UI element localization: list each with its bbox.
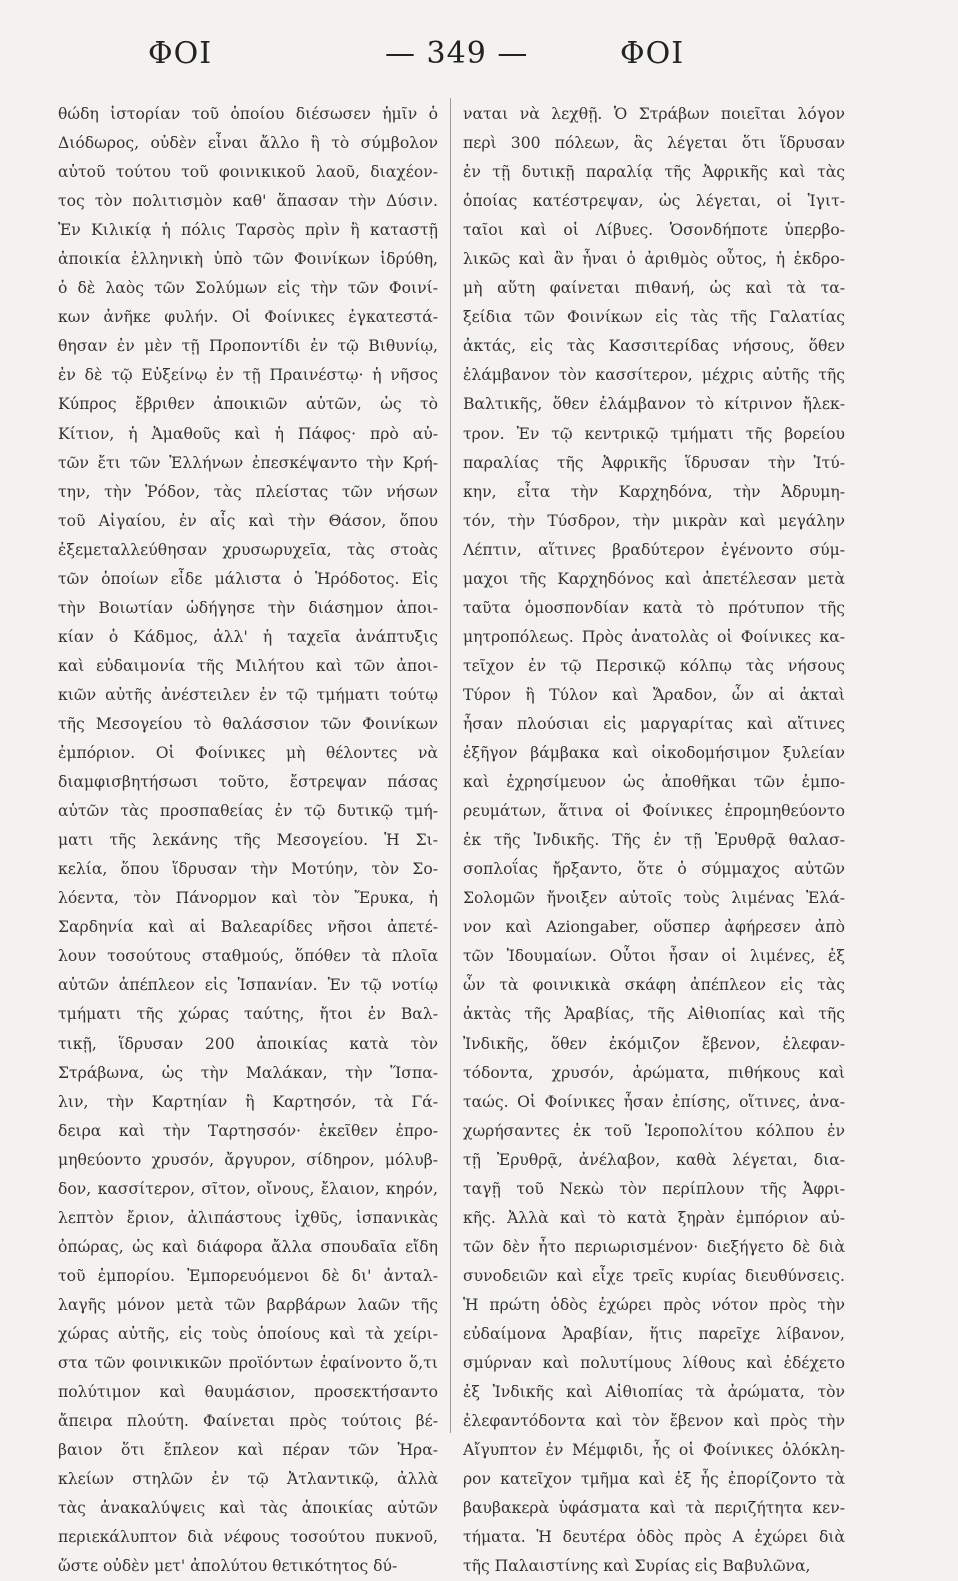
- text-line: θησαν ἐν μὲν τῇ Προποντίδι ἐν τῷ Βιθυνίῳ,: [58, 337, 438, 356]
- text-line: λιν, τὴν Καρτηίαν ἢ Καρτησόν, τὰ Γά-: [58, 1092, 438, 1111]
- text-line: κην, εἶτα τὴν Καρχηδόνα, τὴν Ἀδρυμη-: [463, 482, 845, 501]
- text-line: διαμφισβητήσωσι τοῦτο, ἔστρεψαν πάσας: [58, 773, 438, 792]
- text-line: ἀκτὰς τῆς Ἀραβίας, τῆς Αἰθιοπίας καὶ τῆς: [463, 1005, 845, 1024]
- text-line: ὧν τὰ φοινικικὰ σκάφη ἀπέπλεον εἰς τὰς: [463, 976, 845, 995]
- text-line: κων ἀνῆκε φυλήν. Οἱ Φοίνικες ἐγκατεστά-: [58, 308, 438, 327]
- text-line: μαχοι τῆς Καρχηδόνος καὶ ἀπετέλεσαν μετὰ: [463, 569, 845, 588]
- text-line: κῆς. Ἀλλὰ καὶ τὸ κατὰ ξηρὰν ἐμπόριον αὐ-: [463, 1208, 845, 1227]
- text-line: ἐξεμεταλλεύθησαν χρυσωρυχεῖα, τὰς στοὰς: [58, 540, 438, 559]
- text-line: λαγῆς μόνον μετὰ τῶν βαρβάρων λαῶν τῆς: [58, 1295, 438, 1314]
- text-line: Ἐν Κιλικίᾳ ἡ πόλις Ταρσὸς πρὶν ἢ καταστῇ: [58, 221, 438, 240]
- text-line: κελία, ὅπου ἵδρυσαν τὴν Μοτύην, τὸν Σο-: [58, 860, 438, 879]
- text-line: ταώς. Οἱ Φοίνικες ἦσαν ἐπίσης, οἵτινες, ἀνα-: [463, 1092, 845, 1111]
- text-line: λόεντα, τὸν Πάνορμον καὶ τὸν Ἔρυκα, ἡ: [58, 889, 438, 908]
- text-line: μητροπόλεως. Πρὸς ἀνατολὰς οἱ Φοίνικες κα-: [463, 627, 845, 646]
- text-line: καὶ ἐχρησίμευον ὡς ἀποθῆκαι τῶν ἐμπο-: [463, 773, 845, 792]
- text-line: χωρήσαντες ἐκ τοῦ Ἱεροπολίτου κόλπου ἐν: [463, 1121, 845, 1140]
- text-line: περιεκάλυπτον διὰ νέφους τοσούτου πυκνοῦ,: [58, 1528, 438, 1547]
- text-line: παραλίας τῆς Ἀφρικῆς ἵδρυσαν τὴν Ἰτύ-: [463, 453, 845, 472]
- text-line: εὐδαίμονα Ἀραβίαν, ἥτις παρεῖχε λίβανον,: [463, 1324, 845, 1343]
- text-line: την, τὴν Ῥόδον, τὰς πλείστας τῶν νήσων: [58, 482, 438, 501]
- text-line: Ἡ πρώτη ὁδὸς ἐχώρει πρὸς νότον πρὸς τὴν: [463, 1295, 845, 1314]
- text-line: μηθεύοντο χρυσόν, ἄργυρον, σίδηρον, μόλυβ-: [58, 1150, 438, 1169]
- text-line: ἐμπόριον. Οἱ Φοίνικες μὴ θέλοντες νὰ: [58, 744, 438, 763]
- text-line: τῶν ὁποίων εἶδε μάλιστα ὁ Ἡρόδοτος. Εἰς: [58, 569, 438, 588]
- text-line: κιῶν αὐτῆς ἀνέστειλεν ἐν τῷ τμήματι τούτῳ: [58, 685, 438, 704]
- text-line: ταῖοι καὶ οἱ Λίβυες. Ὁσονδήποτε ὑπερβο-: [463, 221, 845, 240]
- text-line: ταῦτα ὁμοσπονδίαν κατὰ τὸ πρότυπον τῆς: [463, 598, 845, 617]
- text-line: περὶ 300 πόλεων, ἃς λέγεται ὅτι ἵδρυσαν: [463, 134, 845, 153]
- text-line: ματι τῆς λεκάνης τῆς Μεσογείου. Ἡ Σι-: [58, 831, 438, 850]
- text-line: δον, κασσίτερον, σῖτον, οἴνους, ἔλαιον, κηρόν,: [58, 1179, 438, 1198]
- text-line: συνοδειῶν καὶ εἶχε τρεῖς κυρίας διευθύνσεις.: [463, 1266, 845, 1285]
- text-line: Τύρον ἢ Τύλον καὶ Ἄραδον, ὧν αἱ ἀκταὶ: [463, 685, 845, 704]
- text-line: τοῦ ἐμπορίου. Ἐμπορευόμενοι δὲ δι' ἀνταλ-: [58, 1266, 438, 1285]
- text-line: Κύπρος ἔβριθεν ἀποικιῶν αὐτῶν, ὡς τὸ: [58, 395, 438, 414]
- text-line: Αἴγυπτον ἐν Μέμφιδι, ἧς οἱ Φοίνικες ὁλόκλη-: [463, 1441, 845, 1460]
- text-line: τῇ Ἐρυθρᾷ, ἀνέλαβον, καθὰ λέγεται, δια-: [463, 1150, 845, 1169]
- text-line: ἦσαν πλούσιαι εἰς μαργαρίτας καὶ αἵτινες: [463, 714, 845, 733]
- text-line: ἐκ τῆς Ἰνδικῆς. Τῆς ἐν τῇ Ἐρυθρᾷ θαλασ-: [463, 831, 845, 850]
- text-line: Ἰνδικῆς, ὅθεν ἐκόμιζον ἔβενον, ἐλεφαν-: [463, 1034, 845, 1053]
- text-line: Κίτιον, ἡ Ἀμαθοῦς καὶ ἡ Πάφος· πρὸ αὐ-: [58, 424, 438, 443]
- text-line: βαιον ὅτι ἔπλεον καὶ πέραν τῶν Ἡρα-: [58, 1441, 438, 1460]
- text-line: τεῖχον ἐν τῷ Περσικῷ κόλπῳ τὰς νήσους: [463, 656, 845, 675]
- text-line: ρον κατεῖχον τμῆμα καὶ ἐξ ἧς ἐπορίζοντο τὰ: [463, 1470, 845, 1489]
- text-line: ἀκτάς, εἰς τὰς Κασσιτερίδας νήσους, ὅθεν: [463, 337, 845, 356]
- text-line: ταγῇ τοῦ Νεκὼ τὸν περίπλουν τῆς Ἀφρι-: [463, 1179, 845, 1198]
- text-line: τικῇ, ἵδρυσαν 200 ἀποικίας κατὰ τὸν: [58, 1034, 438, 1053]
- text-line: σμύρναν καὶ πολυτίμους λίθους καὶ ἐδέχετο: [463, 1354, 845, 1373]
- text-line: ναται νὰ λεχθῇ. Ὁ Στράβων ποιεῖται λόγον: [463, 105, 845, 123]
- text-line: Σολομῶν ἤνοιξεν αὐτοῖς τοὺς λιμένας Ἐλά-: [463, 889, 845, 908]
- text-line: σοπλοΐας ἤρξαντο, ὅτε ὁ σύμμαχος αὐτῶν: [463, 860, 845, 879]
- text-line: μὴ αὕτη φαίνεται πιθανή, ὡς καὶ τὰ τα-: [463, 279, 845, 298]
- text-line: νον καὶ Aziongaber, οὕσπερ ἀφήρεσεν ἀπὸ: [463, 918, 845, 937]
- text-line: τος τὸν πολιτισμὸν καθ' ἅπασαν τὴν Δύσιν.: [58, 192, 438, 211]
- text-line: στα τῶν φοινικικῶν προϊόντων ἐφαίνοντο ὅ,τι: [58, 1354, 438, 1373]
- text-line: ὁποίας κατέστρεψαν, ὡς λέγεται, οἱ Ἰγιτ-: [463, 192, 845, 211]
- text-line: τμήματι τῆς χώρας ταύτης, ἤτοι ἐν Βαλ-: [58, 1005, 438, 1024]
- text-line: κίαν ὁ Κάδμος, ἀλλ' ἡ ταχεῖα ἀνάπτυξις: [58, 627, 438, 646]
- text-line: τόν, τὴν Τύσδρον, τὴν μικρὰν καὶ μεγάλην: [463, 511, 845, 530]
- text-line: ἐλεφαντόδοντα καὶ τὸν ἔβενον καὶ πρὸς τὴν: [463, 1412, 845, 1431]
- text-line: τῶν ἔτι τῶν Ἑλλήνων ἐπεσκέψαντο τὴν Κρή-: [58, 453, 438, 472]
- text-line: τὴν Βοιωτίαν ὡδήγησε τὴν διάσημον ἀποι-: [58, 598, 438, 617]
- text-line: τῆς Μεσογείου τὸ θαλάσσιον τῶν Φοινίκων: [58, 714, 438, 733]
- text-line: καὶ εὐδαιμονία τῆς Μιλήτου καὶ τῶν ἀποι-: [58, 656, 438, 675]
- text-line: Λέπτιν, αἵτινες βραδύτερον ἐγένοντο σύμ-: [463, 540, 845, 559]
- text-line: ἄπειρα πλούτη. Φαίνεται πρὸς τούτοις βέ-: [58, 1412, 438, 1431]
- text-line: ἐλάμβανον τὸν κασσίτερον, μέχρις αὐτῆς τῆς: [463, 366, 845, 385]
- text-line: τῆς Παλαιστίνης καὶ Συρίας εἰς Βαβυλῶνα,: [463, 1557, 811, 1576]
- text-line: αὐτῶν ἀπέπλεον εἰς Ἱσπανίαν. Ἐν τῷ νοτίῳ: [58, 976, 438, 995]
- text-line: ὀπώρας, ὡς καὶ διάφορα ἄλλα σπουδαῖα εἴδη: [58, 1237, 438, 1256]
- text-line: Στράβωνα, ὡς τὴν Μαλάκαν, τὴν Ἵσπα-: [58, 1063, 438, 1082]
- text-line: δειρα καὶ τὴν Ταρτησσόν· ἐκεῖθεν ἐπρο-: [58, 1121, 438, 1140]
- page-number: — 349 —: [385, 36, 529, 71]
- text-line: τὰς ἀνακαλύψεις καὶ τὰς ἀποικίας αὐτῶν: [58, 1499, 438, 1518]
- text-line: ἐν τῇ δυτικῇ παραλίᾳ τῆς Ἀφρικῆς καὶ τὰς: [463, 163, 845, 182]
- text-line: ὁ δὲ λαὸς τῶν Σολύμων εἰς τὴν τῶν Φοινί-: [58, 279, 438, 298]
- text-line: ρευμάτων, ἅτινα οἱ Φοίνικες ἐπρομηθεύοντο: [463, 802, 845, 821]
- left-text-column: [58, 100, 438, 1581]
- text-line: ἐν δὲ τῷ Εὐξείνῳ ἐν τῇ Πραινέστῳ· ἡ νῆσος: [58, 366, 438, 385]
- text-line: λουν τοσούτους σταθμούς, ὅπόθεν τὰ πλοῖα: [58, 947, 438, 966]
- text-line: τῶν δὲν ἦτο περιωρισμένον· διεξήγετο δὲ διὰ: [463, 1237, 845, 1256]
- text-line: τῶν Ἰδουμαίων. Οὗτοι ἦσαν οἱ λιμένες, ἐξ: [463, 947, 845, 966]
- text-line: τοῦ Αἰγαίου, ἐν αἷς καὶ τὴν Θάσον, ὅπου: [58, 511, 438, 530]
- text-line: Βαλτικῆς, ὅθεν ἐλάμβανον τὸ κίτρινον ἤλεκ-: [463, 395, 845, 414]
- running-head-right: ΦΟΙ: [620, 36, 685, 71]
- right-text-column: [463, 100, 845, 1581]
- text-line: Διόδωρος, οὐδὲν εἶναι ἄλλο ἢ τὸ σύμβολον: [58, 134, 438, 153]
- text-line: κλείων στηλῶν ἐν τῷ Ἀτλαντικῷ, ἀλλὰ: [58, 1470, 438, 1489]
- text-line: τήματα. Ἡ δευτέρα ὁδὸς πρὸς Α ἐχώρει διὰ: [463, 1528, 845, 1547]
- text-line: ἐξ Ἰνδικῆς καὶ Αἰθιοπίας τὰ ἀρώματα, τὸν: [463, 1383, 845, 1402]
- text-line: ὥστε οὐδὲν μετ' ἀπολύτου θετικότητος δύ-: [58, 1557, 398, 1576]
- text-line: χώρας αὐτῆς, εἰς τοὺς ὁποίους καὶ τὰ χείρι-: [58, 1324, 438, 1343]
- text-line: λεπτὸν ἔριον, ἀλιπάστους ἰχθῦς, ἱσπανικὰς: [58, 1208, 438, 1227]
- text-line: πολύτιμον καὶ θαυμάσιον, προσεκτήσαντο: [58, 1383, 438, 1402]
- text-line: τόδοντα, χρυσόν, ἀρώματα, πιθήκους καὶ: [463, 1063, 845, 1082]
- text-line: ἀποικία ἑλληνικὴ ὑπὸ τῶν Φοινίκων ἱδρύθη,: [58, 250, 438, 269]
- text-line: λικῶς καὶ ἂν ἦναι ὁ ἀριθμὸς οὗτος, ἡ ἐκδρο-: [463, 250, 845, 269]
- running-head-left: ΦΟΙ: [148, 36, 213, 71]
- page-header: [0, 36, 958, 96]
- text-line: Σαρδηνία καὶ αἱ Βαλεαρίδες νῆσοι ἀπετέ-: [58, 918, 438, 937]
- text-line: θώδη ἱστορίαν τοῦ ὁποίου διέσωσεν ἡμῖν ὁ: [58, 105, 438, 123]
- column-divider: [450, 98, 451, 1433]
- text-line: αὐτοῦ τούτου τοῦ φοινικικοῦ λαοῦ, διαχέον-: [58, 163, 438, 182]
- text-line: ἐξῆγον βάμβακα καὶ οἰκοδομήσιμον ξυλείαν: [463, 744, 845, 763]
- text-line: τρον. Ἐν τῷ κεντρικῷ τμήματι τῆς βορείου: [463, 424, 845, 443]
- text-line: αὐτῶν τὰς προσπαθείας ἐν τῷ δυτικῷ τμή-: [58, 802, 438, 821]
- text-line: βαυβακερὰ ὑφάσματα καὶ τὰ περιζήτητα κεν-: [463, 1499, 845, 1518]
- text-line: ξείδια τῶν Φοινίκων εἰς τὰς τῆς Γαλατίας: [463, 308, 845, 327]
